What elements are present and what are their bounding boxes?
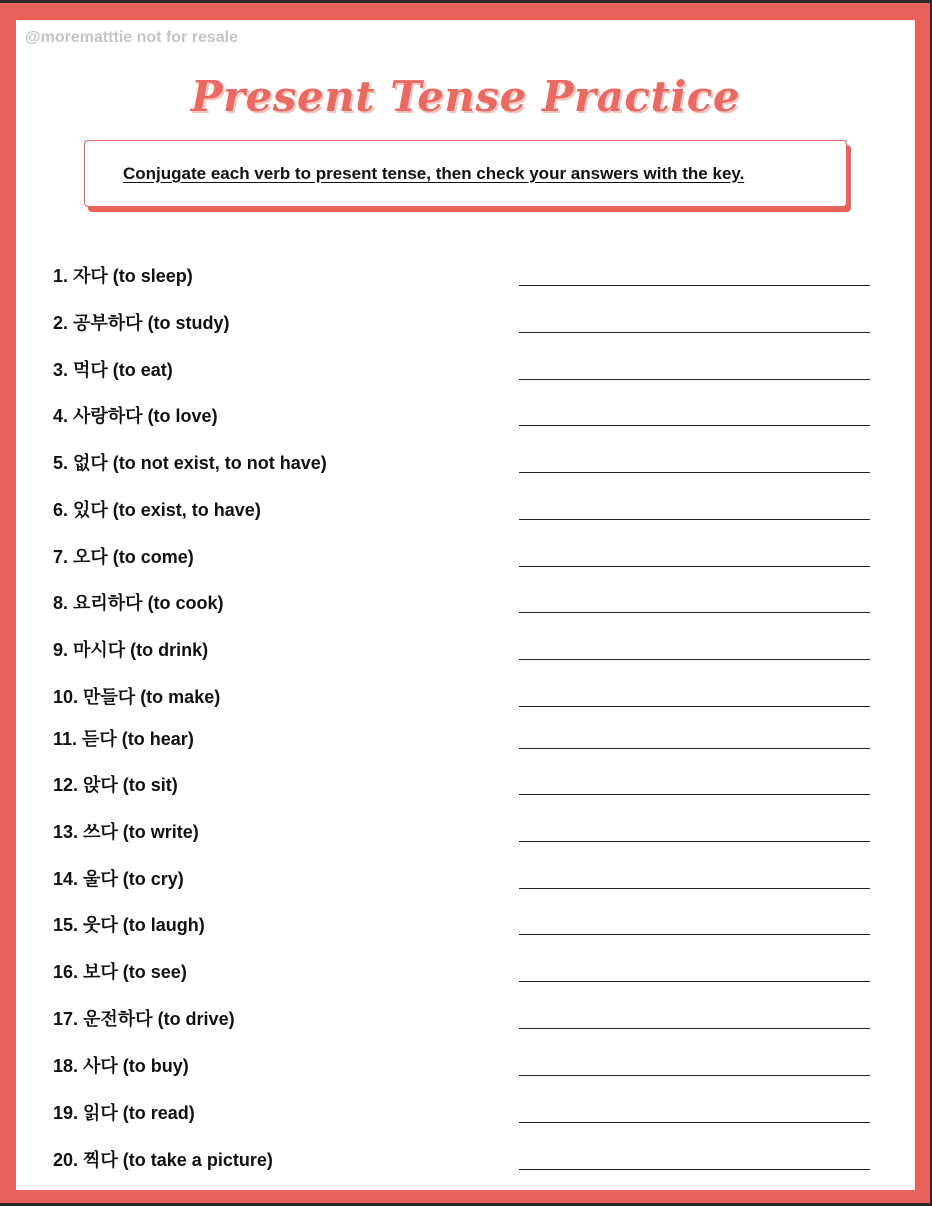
question-row [16, 686, 915, 716]
question-row [16, 405, 915, 435]
question-row [16, 452, 915, 482]
question-list [16, 20, 915, 1190]
question-label: 4. 사랑하다 (to love) [53, 406, 218, 426]
answer-line[interactable] [519, 706, 870, 707]
question-label: 14. 울다 (to cry) [53, 869, 184, 889]
answer-line[interactable] [519, 472, 870, 473]
answer-line[interactable] [519, 981, 870, 982]
answer-line[interactable] [519, 332, 870, 333]
worksheet-page [16, 20, 915, 1190]
question-row [16, 1149, 915, 1179]
question-label: 13. 쓰다 (to write) [53, 822, 199, 842]
answer-line[interactable] [519, 425, 870, 426]
answer-line[interactable] [519, 612, 870, 613]
question-label: 18. 사다 (to buy) [53, 1056, 189, 1076]
instruction-text: Conjugate each verb to present tense, then check your answers with the key. [123, 163, 745, 183]
question-label: 6. 있다 (to exist, to have) [53, 500, 261, 520]
question-label: 19. 읽다 (to read) [53, 1103, 195, 1123]
question-row [16, 1102, 915, 1132]
answer-line[interactable] [519, 1075, 870, 1076]
answer-line[interactable] [519, 379, 870, 380]
question-label: 16. 보다 (to see) [53, 962, 187, 982]
answer-line[interactable] [519, 1028, 870, 1029]
question-row [16, 265, 915, 295]
page-title: Present Tense Practice [190, 72, 741, 121]
question-label: 17. 운전하다 (to drive) [53, 1009, 235, 1029]
question-row [16, 728, 915, 758]
question-row [16, 1055, 915, 1085]
question-label: 12. 앉다 (to sit) [53, 775, 178, 795]
question-row [16, 592, 915, 622]
question-label: 3. 먹다 (to eat) [53, 360, 173, 380]
watermark: @morematttie not for resale [25, 29, 238, 46]
question-row [16, 312, 915, 342]
question-label: 8. 요리하다 (to cook) [53, 593, 224, 613]
question-row [16, 499, 915, 529]
answer-line[interactable] [519, 748, 870, 749]
question-row [16, 821, 915, 851]
answer-line[interactable] [519, 519, 870, 520]
question-row [16, 1008, 915, 1038]
question-row [16, 774, 915, 804]
answer-line[interactable] [519, 841, 870, 842]
answer-line[interactable] [519, 659, 870, 660]
answer-line[interactable] [519, 1122, 870, 1123]
answer-line[interactable] [519, 285, 870, 286]
answer-line[interactable] [519, 566, 870, 567]
question-label: 11. 듣다 (to hear) [53, 729, 194, 749]
answer-line[interactable] [519, 934, 870, 935]
question-row [16, 639, 915, 669]
question-label: 1. 자다 (to sleep) [53, 266, 193, 286]
question-row [16, 914, 915, 944]
question-label: 20. 찍다 (to take a picture) [53, 1150, 273, 1170]
question-row [16, 961, 915, 991]
answer-line[interactable] [519, 794, 870, 795]
question-label: 2. 공부하다 (to study) [53, 313, 230, 333]
question-label: 5. 없다 (to not exist, to not have) [53, 453, 327, 473]
question-row [16, 359, 915, 389]
question-row [16, 868, 915, 898]
question-label: 9. 마시다 (to drink) [53, 640, 209, 660]
answer-line[interactable] [519, 888, 870, 889]
question-label: 10. 만들다 (to make) [53, 687, 221, 707]
question-row [16, 546, 915, 576]
question-label: 15. 웃다 (to laugh) [53, 915, 205, 935]
answer-line[interactable] [519, 1169, 870, 1170]
question-label: 7. 오다 (to come) [53, 547, 194, 567]
